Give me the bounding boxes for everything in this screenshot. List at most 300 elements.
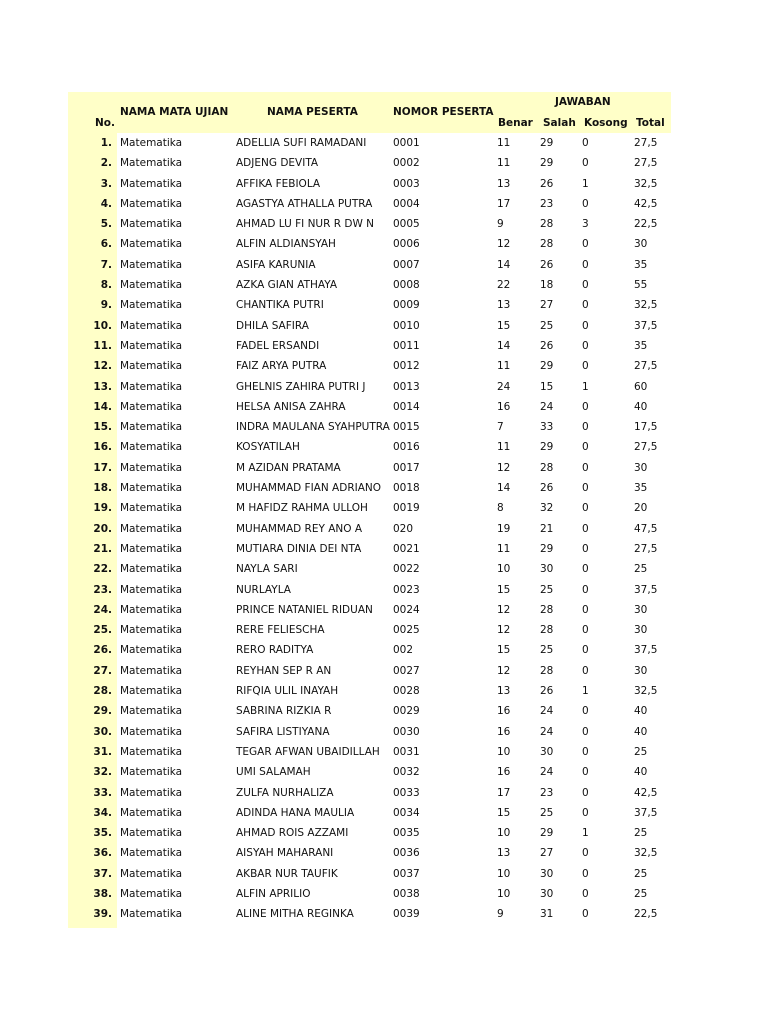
table-row — [68, 783, 671, 803]
row-number: 2. — [100, 157, 112, 170]
kosong-cell: 0 — [582, 238, 589, 251]
table-row — [68, 762, 671, 782]
total-cell: 27,5 — [634, 157, 658, 170]
total-cell: 40 — [634, 705, 648, 718]
table-row — [68, 295, 671, 315]
total-cell: 47,5 — [634, 522, 658, 535]
salah-cell: 27 — [540, 299, 554, 312]
participant-name-cell: M AZIDAN PRATAMA — [236, 461, 341, 474]
row-number: 24. — [93, 603, 112, 616]
subject-cell: Matematika — [120, 725, 183, 738]
row-number: 29. — [93, 705, 112, 718]
row-number: 18. — [93, 482, 112, 495]
kosong-cell: 0 — [582, 421, 589, 434]
row-number: 14. — [93, 400, 112, 413]
kosong-cell: 0 — [582, 339, 589, 352]
total-cell: 60 — [634, 380, 648, 393]
participant-number-cell: 0012 — [393, 360, 420, 373]
participant-name-cell: M HAFIDZ RAHMA ULLOH — [236, 502, 368, 515]
participant-number-cell: 0019 — [393, 502, 420, 515]
participant-number-cell: 0032 — [393, 766, 420, 779]
subject-cell: Matematika — [120, 806, 183, 819]
kosong-cell: 0 — [582, 542, 589, 555]
participant-number-cell: 0015 — [393, 421, 420, 434]
participant-name-cell: RERE FELIESCHA — [236, 624, 325, 637]
benar-cell: 11 — [497, 542, 511, 555]
benar-cell: 24 — [497, 380, 511, 393]
salah-cell: 30 — [540, 887, 554, 900]
kosong-cell: 0 — [582, 522, 589, 535]
row-number: 8. — [100, 279, 112, 292]
benar-cell: 15 — [497, 583, 511, 596]
salah-cell: 30 — [540, 867, 554, 880]
participant-name-cell: NURLAYLA — [236, 583, 291, 596]
participant-number-cell: 0039 — [393, 908, 420, 921]
salah-cell: 29 — [540, 542, 554, 555]
participant-number-cell: 0006 — [393, 238, 420, 251]
total-cell: 37,5 — [634, 319, 658, 332]
salah-cell: 26 — [540, 685, 554, 698]
participant-number-cell: 0033 — [393, 786, 420, 799]
table-row — [68, 823, 671, 843]
benar-cell: 14 — [497, 258, 511, 271]
table-row — [68, 174, 671, 194]
benar-cell: 9 — [497, 908, 504, 921]
total-cell: 25 — [634, 827, 648, 840]
subject-cell: Matematika — [120, 319, 183, 332]
row-number: 10. — [93, 319, 112, 332]
participant-name-cell: ASIFA KARUNIA — [236, 258, 316, 271]
header-benar: Benar — [498, 117, 533, 129]
participant-name-cell: RIFQIA ULIL INAYAH — [236, 685, 339, 698]
table-row — [68, 722, 671, 742]
salah-cell: 24 — [540, 400, 554, 413]
benar-cell: 17 — [497, 786, 511, 799]
row-number: 5. — [100, 218, 112, 231]
benar-cell: 10 — [497, 827, 511, 840]
kosong-cell: 0 — [582, 319, 589, 332]
participant-number-cell: 002 — [393, 644, 414, 657]
row-number: 23. — [93, 583, 112, 596]
total-cell: 40 — [634, 725, 648, 738]
kosong-cell: 0 — [582, 482, 589, 495]
total-cell: 37,5 — [634, 806, 658, 819]
benar-cell: 12 — [497, 603, 511, 616]
table-row — [68, 661, 671, 681]
subject-cell: Matematika — [120, 482, 183, 495]
table-row — [68, 843, 671, 863]
salah-cell: 25 — [540, 644, 554, 657]
subject-cell: Matematika — [120, 847, 183, 860]
kosong-cell: 0 — [582, 502, 589, 515]
row-number: 37. — [93, 867, 112, 880]
total-cell: 37,5 — [634, 583, 658, 596]
kosong-cell: 0 — [582, 644, 589, 657]
kosong-cell: 0 — [582, 583, 589, 596]
total-cell: 20 — [634, 502, 648, 515]
table-row — [68, 539, 671, 559]
salah-cell: 15 — [540, 380, 554, 393]
row-number: 19. — [93, 502, 112, 515]
participant-name-cell: INDRA MAULANA SYAHPUTRA — [236, 421, 390, 434]
row-number: 4. — [100, 197, 112, 210]
participant-name-cell: UMI SALAMAH — [236, 766, 311, 779]
total-cell: 25 — [634, 887, 648, 900]
participant-number-cell: 0018 — [393, 482, 420, 495]
total-cell: 40 — [634, 766, 648, 779]
subject-cell: Matematika — [120, 177, 183, 190]
participant-number-cell: 0014 — [393, 400, 420, 413]
table-row — [68, 498, 671, 518]
participant-name-cell: ADINDA HANA MAULIA — [236, 806, 355, 819]
table-row — [68, 600, 671, 620]
benar-cell: 11 — [497, 157, 511, 170]
total-cell: 17,5 — [634, 421, 658, 434]
kosong-cell: 0 — [582, 887, 589, 900]
participant-number-cell: 0030 — [393, 725, 420, 738]
total-cell: 55 — [634, 279, 648, 292]
benar-cell: 11 — [497, 441, 511, 454]
row-number: 15. — [93, 421, 112, 434]
table-row — [68, 580, 671, 600]
salah-cell: 25 — [540, 806, 554, 819]
total-cell: 35 — [634, 339, 648, 352]
participant-name-cell: AKBAR NUR TAUFIK — [236, 867, 338, 880]
participant-number-cell: 0028 — [393, 685, 420, 698]
benar-cell: 12 — [497, 238, 511, 251]
benar-cell: 13 — [497, 177, 511, 190]
kosong-cell: 0 — [582, 786, 589, 799]
table-row — [68, 478, 671, 498]
total-cell: 32,5 — [634, 177, 658, 190]
table-row — [68, 904, 671, 924]
row-number: 28. — [93, 685, 112, 698]
row-number: 26. — [93, 644, 112, 657]
benar-cell: 15 — [497, 806, 511, 819]
participant-name-cell: AHMAD LU FI NUR R DW N — [236, 218, 375, 231]
kosong-cell: 0 — [582, 137, 589, 149]
salah-cell: 23 — [540, 786, 554, 799]
benar-cell: 16 — [497, 725, 511, 738]
total-cell: 30 — [634, 664, 648, 677]
participant-number-cell: 0004 — [393, 197, 420, 210]
participant-number-cell: 0021 — [393, 542, 420, 555]
table-row — [68, 519, 671, 539]
participant-name-cell: NAYLA SARI — [236, 563, 298, 576]
subject-cell: Matematika — [120, 827, 183, 840]
participant-name-cell: AZKA GIAN ATHAYA — [236, 279, 338, 292]
subject-cell: Matematika — [120, 705, 183, 718]
kosong-cell: 0 — [582, 258, 589, 271]
kosong-cell: 0 — [582, 299, 589, 312]
subject-cell: Matematika — [120, 299, 183, 312]
subject-cell: Matematika — [120, 157, 183, 170]
kosong-cell: 0 — [582, 400, 589, 413]
participant-number-cell: 0003 — [393, 177, 420, 190]
total-cell: 42,5 — [634, 197, 658, 210]
kosong-cell: 0 — [582, 847, 589, 860]
benar-cell: 15 — [497, 319, 511, 332]
participant-name-cell: ALINE MITHA REGINKA — [236, 908, 354, 921]
kosong-cell: 1 — [582, 177, 589, 190]
row-number: 25. — [93, 624, 112, 637]
participant-name-cell: SAFIRA LISTIYANA — [236, 725, 330, 738]
participant-number-cell: 0001 — [393, 137, 420, 149]
subject-cell: Matematika — [120, 563, 183, 576]
benar-cell: 9 — [497, 218, 504, 231]
kosong-cell: 1 — [582, 827, 589, 840]
benar-cell: 10 — [497, 867, 511, 880]
total-cell: 40 — [634, 400, 648, 413]
salah-cell: 26 — [540, 258, 554, 271]
salah-cell: 29 — [540, 441, 554, 454]
benar-cell: 15 — [497, 644, 511, 657]
benar-cell: 12 — [497, 461, 511, 474]
kosong-cell: 0 — [582, 766, 589, 779]
table-row — [68, 742, 671, 762]
kosong-cell: 0 — [582, 461, 589, 474]
salah-cell: 29 — [540, 157, 554, 170]
participant-number-cell: 0010 — [393, 319, 420, 332]
total-cell: 30 — [634, 238, 648, 251]
header-nama-peserta: NAMA PESERTA — [267, 106, 358, 118]
total-cell: 30 — [634, 461, 648, 474]
header-salah: Salah — [543, 117, 576, 129]
header-nomor-peserta: NOMOR PESERTA — [393, 106, 494, 118]
benar-cell: 14 — [497, 482, 511, 495]
total-cell: 35 — [634, 258, 648, 271]
participant-name-cell: CHANTIKA PUTRI — [236, 299, 324, 312]
participant-name-cell: DHILA SAFIRA — [236, 319, 309, 332]
kosong-cell: 0 — [582, 745, 589, 758]
table-row — [68, 336, 671, 356]
subject-cell: Matematika — [120, 664, 183, 677]
participant-number-cell: 0013 — [393, 380, 420, 393]
participant-number-cell: 0029 — [393, 705, 420, 718]
participant-name-cell: MUTIARA DINIA DEI NTA — [236, 542, 362, 555]
row-number: 27. — [93, 664, 112, 677]
salah-cell: 29 — [540, 137, 554, 149]
benar-cell: 10 — [497, 745, 511, 758]
total-cell: 27,5 — [634, 441, 658, 454]
participant-name-cell: SABRINA RIZKIA R — [236, 705, 332, 718]
participant-name-cell: MUHAMMAD REY ANO A — [236, 522, 363, 535]
subject-cell: Matematika — [120, 522, 183, 535]
kosong-cell: 0 — [582, 705, 589, 718]
salah-cell: 24 — [540, 766, 554, 779]
benar-cell: 22 — [497, 279, 511, 292]
subject-cell: Matematika — [120, 279, 183, 292]
row-number: 32. — [93, 766, 112, 779]
table-row — [68, 377, 671, 397]
participant-name-cell: FADEL ERSANDI — [236, 339, 320, 352]
participant-name-cell: ALFIN APRILIO — [236, 887, 311, 900]
participant-number-cell: 0038 — [393, 887, 420, 900]
participant-name-cell: TEGAR AFWAN UBAIDILLAH — [236, 745, 380, 758]
total-cell: 22,5 — [634, 218, 658, 231]
kosong-cell: 1 — [582, 380, 589, 393]
row-number: 1. — [100, 137, 112, 149]
participant-name-cell: ZULFA NURHALIZA — [236, 786, 334, 799]
table-row — [68, 701, 671, 721]
kosong-cell: 0 — [582, 624, 589, 637]
header-kosong: Kosong — [584, 117, 628, 129]
row-number: 13. — [93, 380, 112, 393]
participant-number-cell: 0007 — [393, 258, 420, 271]
participant-number-cell: 0034 — [393, 806, 420, 819]
kosong-cell: 0 — [582, 563, 589, 576]
table-row — [68, 255, 671, 275]
subject-cell: Matematika — [120, 137, 183, 149]
total-cell: 25 — [634, 867, 648, 880]
row-number: 22. — [93, 563, 112, 576]
participant-name-cell: GHELNIS ZAHIRA PUTRI J — [236, 380, 366, 393]
table-row — [68, 417, 671, 437]
row-number: 11. — [93, 339, 112, 352]
salah-cell: 29 — [540, 827, 554, 840]
subject-cell: Matematika — [120, 867, 183, 880]
participant-number-cell: 0037 — [393, 867, 420, 880]
participant-number-cell: 0005 — [393, 218, 420, 231]
salah-cell: 28 — [540, 603, 554, 616]
salah-cell: 28 — [540, 624, 554, 637]
total-cell: 42,5 — [634, 786, 658, 799]
total-cell: 27,5 — [634, 137, 658, 149]
salah-cell: 30 — [540, 745, 554, 758]
subject-cell: Matematika — [120, 400, 183, 413]
total-cell: 37,5 — [634, 644, 658, 657]
subject-cell: Matematika — [120, 197, 183, 210]
salah-cell: 24 — [540, 725, 554, 738]
table-row — [68, 681, 671, 701]
row-number: 17. — [93, 461, 112, 474]
results-table — [68, 92, 671, 925]
subject-cell: Matematika — [120, 421, 183, 434]
participant-name-cell: ALFIN ALDIANSYAH — [236, 238, 336, 251]
subject-cell: Matematika — [120, 360, 183, 373]
salah-cell: 26 — [540, 482, 554, 495]
row-number: 12. — [93, 360, 112, 373]
subject-cell: Matematika — [120, 624, 183, 637]
kosong-cell: 0 — [582, 725, 589, 738]
subject-cell: Matematika — [120, 685, 183, 698]
table-body — [68, 133, 671, 925]
kosong-cell: 0 — [582, 664, 589, 677]
table-row — [68, 234, 671, 254]
participant-number-cell: 0009 — [393, 299, 420, 312]
benar-cell: 16 — [497, 400, 511, 413]
participant-name-cell: ADELLIA SUFI RAMADANI — [236, 137, 367, 149]
total-cell: 30 — [634, 624, 648, 637]
salah-cell: 26 — [540, 339, 554, 352]
salah-cell: 26 — [540, 177, 554, 190]
row-number: 38. — [93, 887, 112, 900]
salah-cell: 21 — [540, 522, 554, 535]
row-number: 33. — [93, 786, 112, 799]
subject-cell: Matematika — [120, 380, 183, 393]
total-cell: 35 — [634, 482, 648, 495]
benar-cell: 12 — [497, 664, 511, 677]
row-number: 7. — [100, 258, 112, 271]
salah-cell: 33 — [540, 421, 554, 434]
total-cell: 27,5 — [634, 542, 658, 555]
table-row — [68, 640, 671, 660]
benar-cell: 16 — [497, 705, 511, 718]
benar-cell: 13 — [497, 299, 511, 312]
row-number: 20. — [93, 522, 112, 535]
salah-cell: 18 — [540, 279, 554, 292]
subject-cell: Matematika — [120, 644, 183, 657]
salah-cell: 25 — [540, 319, 554, 332]
salah-cell: 27 — [540, 847, 554, 860]
participant-name-cell: REYHAN SEP R AN — [236, 664, 332, 677]
benar-cell: 14 — [497, 339, 511, 352]
row-number: 34. — [93, 806, 112, 819]
table-row — [68, 803, 671, 823]
table-row — [68, 437, 671, 457]
participant-number-cell: 0017 — [393, 461, 420, 474]
benar-cell: 13 — [497, 685, 511, 698]
subject-cell: Matematika — [120, 339, 183, 352]
kosong-cell: 3 — [582, 218, 589, 231]
salah-cell: 28 — [540, 238, 554, 251]
participant-name-cell: MUHAMMAD FIAN ADRIANO — [236, 482, 382, 495]
benar-cell: 11 — [497, 360, 511, 373]
subject-cell: Matematika — [120, 461, 183, 474]
participant-number-cell: 0024 — [393, 603, 420, 616]
kosong-cell: 0 — [582, 157, 589, 170]
participant-number-cell: 0035 — [393, 827, 420, 840]
salah-cell: 24 — [540, 705, 554, 718]
subject-cell: Matematika — [120, 766, 183, 779]
participant-number-cell: 0036 — [393, 847, 420, 860]
salah-cell: 30 — [540, 563, 554, 576]
salah-cell: 25 — [540, 583, 554, 596]
table-row — [68, 214, 671, 234]
subject-cell: Matematika — [120, 441, 183, 454]
table-row — [68, 864, 671, 884]
subject-cell: Matematika — [120, 887, 183, 900]
subject-cell: Matematika — [120, 745, 183, 758]
benar-cell: 11 — [497, 137, 511, 149]
salah-cell: 28 — [540, 664, 554, 677]
kosong-cell: 0 — [582, 603, 589, 616]
participant-number-cell: 0008 — [393, 279, 420, 292]
header-nama-mata-ujian: NAMA MATA UJIAN — [120, 106, 229, 118]
table-row — [68, 153, 671, 173]
table-row — [68, 884, 671, 904]
participant-number-cell: 0025 — [393, 624, 420, 637]
total-cell: 25 — [634, 563, 648, 576]
participant-name-cell: AGASTYA ATHALLA PUTRA — [236, 197, 373, 210]
participant-number-cell: 0022 — [393, 563, 420, 576]
table-row — [68, 316, 671, 336]
subject-cell: Matematika — [120, 502, 183, 515]
kosong-cell: 0 — [582, 908, 589, 921]
salah-cell: 23 — [540, 197, 554, 210]
row-number: 39. — [93, 908, 112, 921]
kosong-cell: 0 — [582, 806, 589, 819]
table-row — [68, 458, 671, 478]
participant-name-cell: FAIZ ARYA PUTRA — [236, 360, 327, 373]
table-row — [68, 194, 671, 214]
benar-cell: 10 — [497, 887, 511, 900]
participant-number-cell: 0023 — [393, 583, 420, 596]
subject-cell: Matematika — [120, 603, 183, 616]
participant-name-cell: HELSA ANISA ZAHRA — [236, 400, 346, 413]
total-cell: 25 — [634, 745, 648, 758]
table-row — [68, 275, 671, 295]
